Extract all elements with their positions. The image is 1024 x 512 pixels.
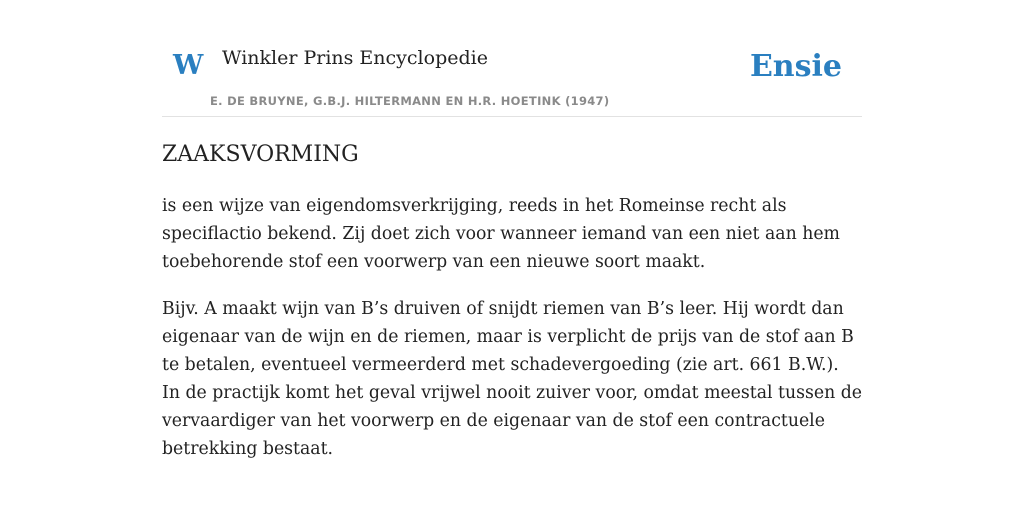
encyclopedia-logo-icon[interactable]: W	[173, 50, 204, 81]
ensie-logo-link[interactable]: Ensie	[749, 49, 842, 84]
entry-body	[162, 192, 862, 482]
book-title-link[interactable]: Winkler Prins Encyclopedie	[222, 47, 488, 69]
entry-paragraph-1: is een wijze van eigendomsverkrijging, reeds in het Romeinse recht als speciflactio bekend. Zij doet zich voor wanneer iemand van een niet aan hem toebehorende stof een voorwerp van een nieuwe soort maakt.	[162, 196, 840, 272]
entry-paragraph-2: Bijv. A maakt wijn van B’s druiven of snijdt riemen van B’s leer. Hij wordt dan eigenaar van de wijn en de riemen, maar is verplicht de prijs van de stof aan B te betalen, eventueel vermeerderd met schadevergoeding (zie art. 661 B.W.). In de practijk komt het geval vrijwel nooit zuiver voor, omdat meestal tussen de vervaardiger van het voorwerp en de eigenaar van de stof een contractuele betrekking bestaat.	[162, 299, 862, 459]
entry-title: ZAAKSVORMING	[162, 142, 359, 167]
source-header	[162, 0, 862, 117]
authors-line: E. DE BRUYNE, G.B.J. HILTERMANN EN H.R. HOETINK (1947)	[210, 94, 610, 108]
